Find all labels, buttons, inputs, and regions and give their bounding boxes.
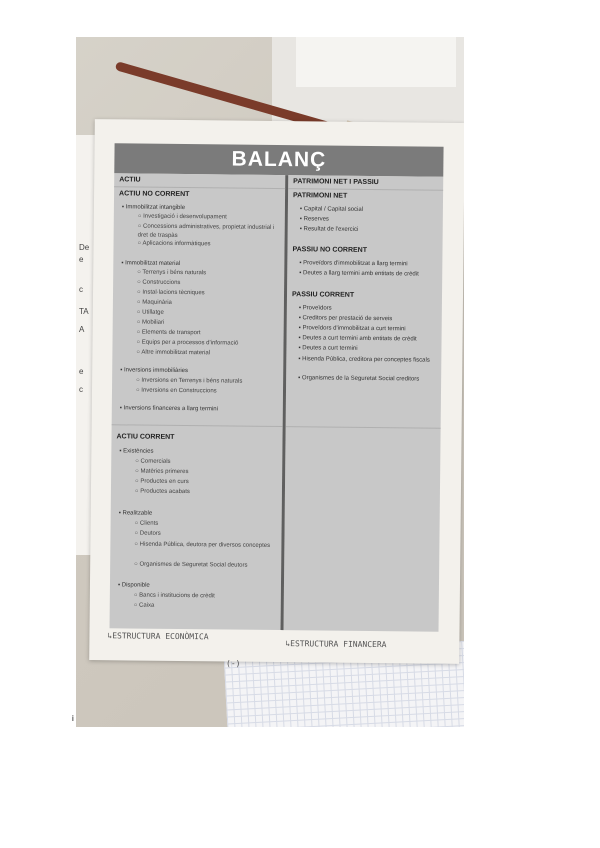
- list-item: ▪ Proveïdors d'immobilitzat a llarg termini: [299, 260, 408, 268]
- list-item: ▪ Resultat de l'exercici: [299, 226, 359, 233]
- list-item: ○ Comercials: [135, 458, 171, 465]
- current-assets-header: ACTIU CORRENT: [116, 433, 175, 441]
- noncurrent-liabilities-header: PASSIU NO CORRENT: [292, 246, 368, 254]
- real-estate-heading: ▪ Inversions immobiliàries: [120, 367, 189, 375]
- receivable-label: Realitzable: [122, 510, 153, 517]
- handwritten-note-left: ↳ESTRUCTURA ECONÒMICA: [107, 631, 209, 642]
- material-heading: ▪ Immobilitzat material: [121, 260, 181, 267]
- background-paper-letter: A: [79, 325, 85, 334]
- list-item: ○ Elements de transport: [136, 329, 201, 337]
- assets-header: ACTIU: [119, 176, 141, 184]
- background-paper-letter: c: [79, 285, 83, 294]
- stock-label: Existències: [123, 448, 154, 455]
- list-item: ○ Inversions en Terrenys i béns naturals: [136, 377, 243, 385]
- receivable-heading: ▪ Realitzable: [118, 510, 153, 517]
- material-label: Immobilitzat material: [125, 260, 181, 267]
- list-item: ▪ Capital / Capital social: [299, 206, 364, 213]
- list-item: ○ Mobiliari: [136, 319, 165, 326]
- current-liabilities-header: PASSIU CORRENT: [291, 291, 355, 299]
- list-item: ○ Construccions: [137, 279, 181, 286]
- list-item: ▪ Deutes a llarg termini amb entitats de crèdit: [299, 270, 419, 278]
- list-item: ○ Caixa: [133, 602, 155, 609]
- list-item: ○ Clients: [134, 520, 159, 527]
- handwritten-note-right: ↳ESTRUCTURA FINANCERA: [285, 639, 387, 650]
- list-item: ○ Terrenys i béns naturals: [137, 269, 207, 277]
- document-photo: [76, 37, 464, 727]
- background-paper-letter: c: [79, 385, 83, 394]
- intangible-label: Immobilitzat intangible: [125, 204, 186, 212]
- list-item: ▪ Deutes a curt termini: [298, 345, 358, 352]
- list-item: ▪ Reserves: [299, 216, 329, 223]
- list-item: ○ Inversions en Construccions: [135, 387, 217, 395]
- list-item: ○ Hisenda Pública, deutora per diversos conceptes: [134, 541, 271, 549]
- stock-heading: ▪ Existències: [119, 448, 154, 455]
- background-paper-letter: e: [79, 255, 84, 264]
- handwritten-mark: (-): [226, 659, 241, 668]
- financial-label: Inversions financeres a llarg termini: [123, 405, 219, 413]
- list-item: ▪ Hisenda Pública, creditora per conceptes fiscals: [298, 356, 430, 364]
- list-item: ○ Instal·lacions tècniques: [136, 289, 205, 297]
- list-item: ○ Concessions administratives, propietat industrial i dret de traspàs: [137, 223, 275, 239]
- list-item: ○ Utillatge: [136, 309, 164, 316]
- list-item: ○ Matèries primeres: [135, 468, 189, 476]
- list-item: ○ Altre immobilitzat material: [136, 349, 211, 357]
- list-item: ○ Maquinària: [136, 299, 172, 306]
- list-item: ○ Aplicacions informàtiques: [137, 240, 211, 248]
- financial-heading: ▪ Inversions financeres a llarg termini: [119, 405, 219, 413]
- equity-liabilities-column: [284, 175, 444, 632]
- footnote-mark: i: [72, 714, 74, 723]
- available-label: Disponible: [121, 582, 150, 589]
- list-item: ▪ Proveïdors d'immobilitzat a curt termini: [298, 325, 406, 333]
- background-paper-letter: e: [79, 367, 84, 376]
- list-item: ○ Investigació i desenvolupament: [137, 213, 227, 221]
- available-heading: ▪ Disponible: [117, 582, 150, 589]
- laptop-screen: [296, 37, 456, 87]
- list-item: ○ Productes en curs: [135, 478, 189, 486]
- list-item: ○ Organismes de Seguretat Social deutors: [134, 561, 248, 569]
- list-item: ○ Productes acabats: [134, 488, 190, 496]
- list-item: ○ Deutors: [134, 530, 161, 537]
- non-current-assets-header: ACTIU NO CORRENT: [119, 190, 190, 199]
- background-paper-letter: TA: [79, 307, 89, 316]
- balance-sheet: [89, 119, 464, 664]
- laptop: [272, 37, 464, 126]
- list-item: ▪ Deutes a curt termini amb entitats de crèdit: [298, 335, 417, 343]
- list-item: ▪ Organismes de la Seguretat Social creditors: [298, 375, 420, 383]
- equity-header: PATRIMONI NET: [293, 192, 348, 200]
- list-item: ▪ Creditors per prestació de serveis: [298, 315, 393, 323]
- real-estate-label: Inversions immobiliàries: [123, 367, 189, 375]
- intangible-heading: ▪ Immobilitzat intangible: [121, 204, 186, 212]
- equity-liabilities-header: PATRIMONI NET I PASSIU: [293, 178, 379, 187]
- list-item: ○ Bancs i institucions de crèdit: [133, 592, 215, 600]
- list-item: ▪ Proveïdors: [298, 305, 332, 312]
- background-paper-letter: De: [79, 243, 90, 252]
- sheet-title: BALANÇ: [114, 143, 443, 176]
- list-item: ○ Equips per a processos d'informació: [136, 339, 239, 347]
